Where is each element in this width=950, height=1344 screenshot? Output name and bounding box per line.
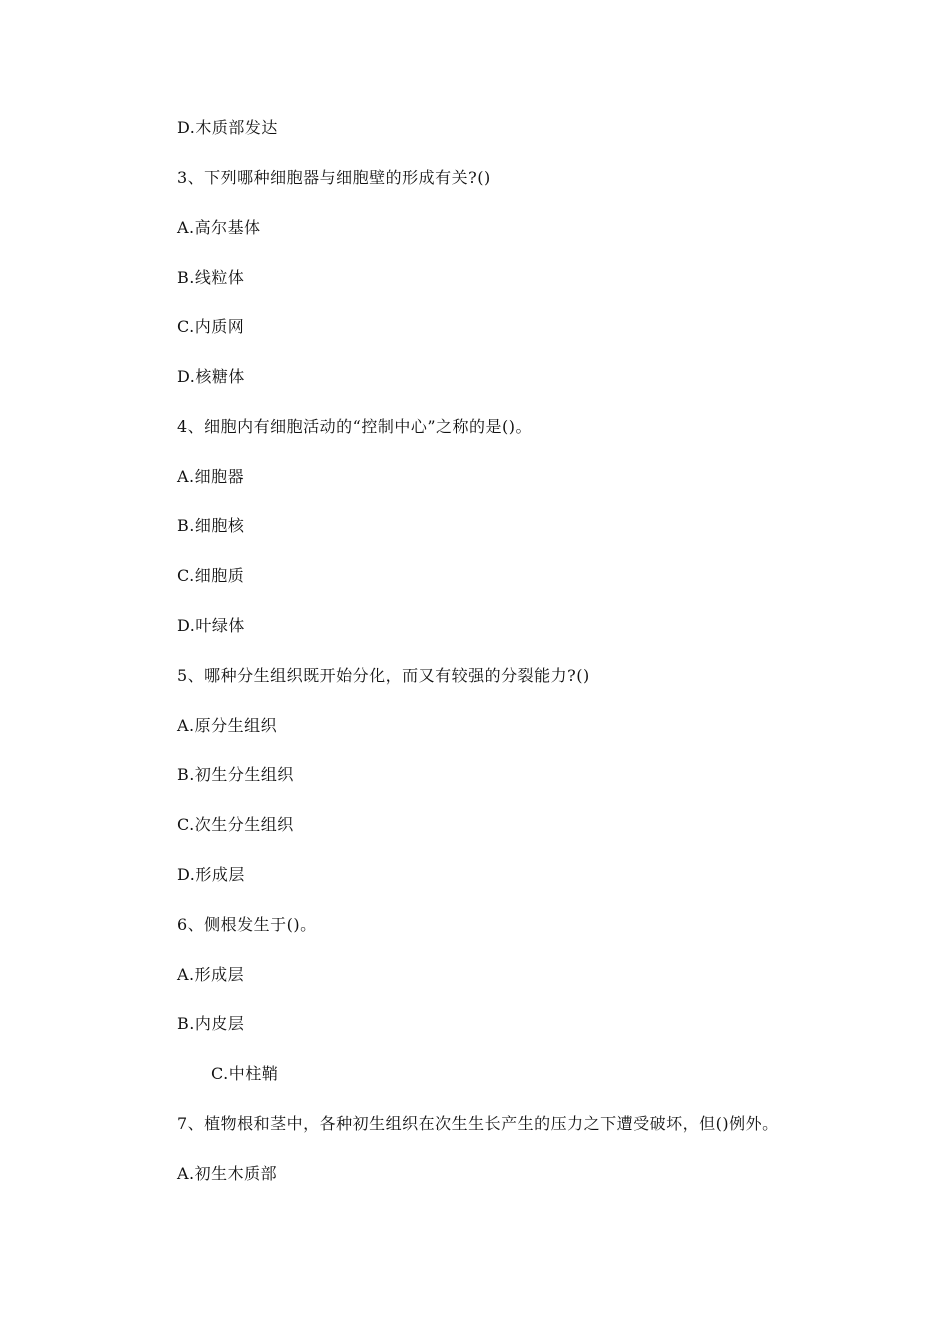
q6-option-c: C.中柱鞘 [211,1064,279,1083]
q3-option-d: D.核糖体 [177,367,245,386]
question-5: 5、哪种分生组织既开始分化，而又有较强的分裂能力?() [177,666,590,685]
question-7: 7、植物根和茎中，各种初生组织在次生生长产生的压力之下遭受破坏，但()例外。 [177,1114,779,1133]
question-4: 4、细胞内有细胞活动的“控制中心”之称的是()。 [177,417,533,436]
q4-option-d: D.叶绿体 [177,616,245,635]
q2-option-d: D.木质部发达 [177,118,278,137]
q4-option-a: A.细胞器 [177,467,245,486]
q3-option-c: C.内质网 [177,317,245,336]
q6-option-b: B.内皮层 [177,1014,245,1033]
q5-option-c: C.次生分生组织 [177,815,294,834]
q5-option-b: B.初生分生组织 [177,765,294,784]
q5-option-a: A.原分生组织 [177,716,278,735]
q4-option-c: C.细胞质 [177,566,245,585]
q4-option-b: B.细胞核 [177,516,245,535]
q6-option-a: A.形成层 [177,965,245,984]
question-6: 6、侧根发生于()。 [177,915,317,934]
q3-option-a: A.高尔基体 [177,218,261,237]
q5-option-d: D.形成层 [177,865,245,884]
q3-option-b: B.线粒体 [177,268,245,287]
question-3: 3、下列哪种细胞器与细胞壁的形成有关?() [177,168,491,187]
q7-option-a: A.初生木质部 [177,1164,278,1183]
